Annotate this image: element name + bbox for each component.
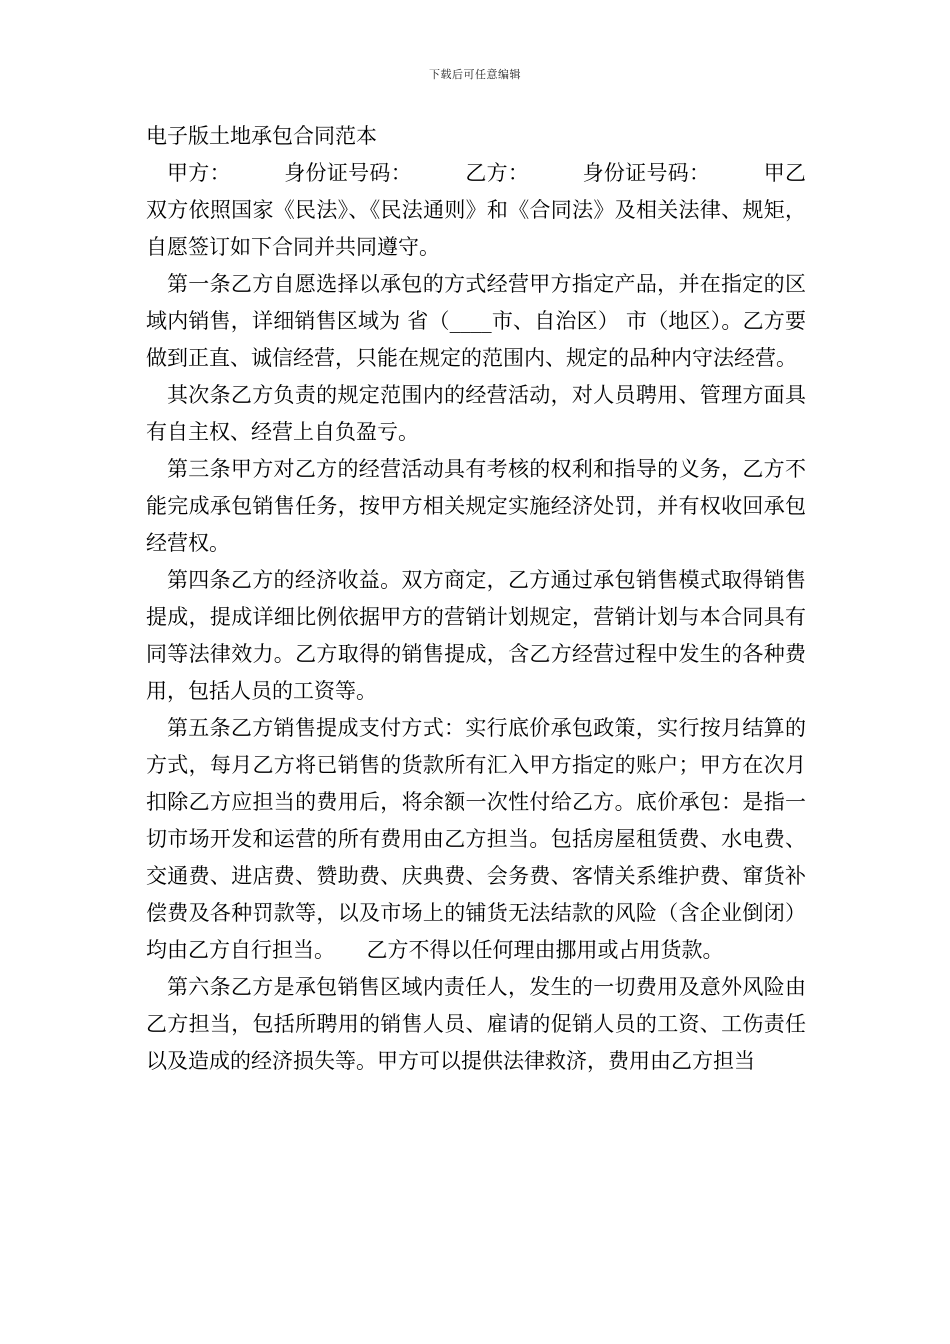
paragraph-article-1: 第一条乙方自愿选择以承包的方式经营甲方指定产品，并在指定的区域内销售，详细销售区域为 省（____市、自治区） 市（地区）。乙方要做到正直、诚信经营，只能在规定的范围内、规定的品种内守法经营。 xyxy=(146,272,806,370)
paragraph-article-3: 第三条甲方对乙方的经营活动具有考核的权利和指导的义务，乙方不能完成承包销售任务，按甲方相关规定实施经济处罚，并有权收回承包经营权。 xyxy=(146,457,806,555)
document-title: 电子版土地承包合同范本 xyxy=(146,124,377,148)
page-header: 下载后可任意编辑 xyxy=(429,68,521,81)
document-body xyxy=(146,118,806,1080)
paragraph-parties: 甲方： 身份证号码： 乙方： 身份证号码： 甲乙双方依照国家《民法》、《民法通则》和《合同法》及相关法律、规矩，自愿签订如下合同并共同遵守。 xyxy=(146,161,806,259)
paragraph-article-6: 第六条乙方是承包销售区域内责任人，发生的一切费用及意外风险由乙方担当，包括所聘用的销售人员、雇请的促销人员的工资、工伤责任以及造成的经济损失等。甲方可以提供法律救济，费用由乙方担当 xyxy=(146,975,806,1073)
paragraph-article-5: 第五条乙方销售提成支付方式：实行底价承包政策，实行按月结算的方式，每月乙方将已销售的货款所有汇入甲方指定的账户；甲方在次月扣除乙方应担当的费用后，将余额一次性付给乙方。底价承包：是指一切市场开发和运营的所有费用由乙方担当。包括房屋租赁费、水电费、交通费、进店费、赞助费、庆典费、会务费、客情关系维护费、窜货补偿费及各种罚款等，以及市场上的铺货无法结款的风险（含企业倒闭）均由乙方自行担当。 乙方不得以任何理由挪用或占用货款。 xyxy=(146,716,806,962)
paragraph-article-2: 其次条乙方负责的规定范围内的经营活动，对人员聘用、管理方面具有自主权、经营上自负盈亏。 xyxy=(146,383,806,444)
paragraph-article-4: 第四条乙方的经济收益。双方商定，乙方通过承包销售模式取得销售提成，提成详细比例依据甲方的营销计划规定，营销计划与本合同具有同等法律效力。乙方取得的销售提成，含乙方经营过程中发生的各种费用，包括人员的工资等。 xyxy=(146,568,806,703)
